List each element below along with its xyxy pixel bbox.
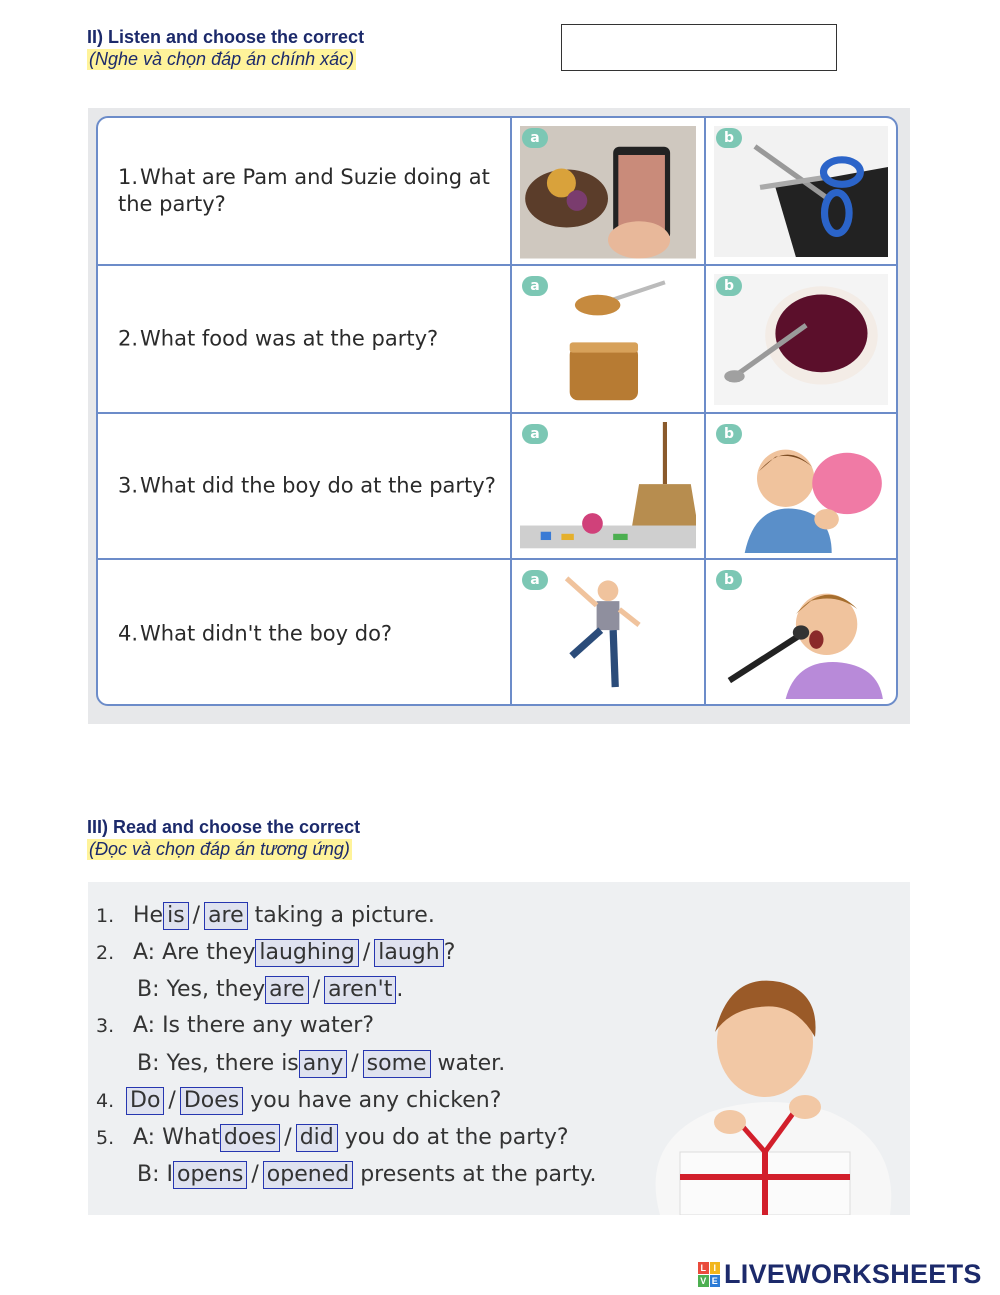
section-2-title: II) Listen and choose the correct bbox=[87, 27, 365, 47]
question-text: What didn't the boy do? bbox=[140, 621, 393, 646]
sentence-number: 2. bbox=[96, 942, 115, 964]
liveworksheets-logo bbox=[698, 1258, 982, 1290]
question-row-1 bbox=[98, 118, 896, 264]
option-badge-a: a bbox=[522, 570, 548, 590]
option-2b[interactable] bbox=[706, 266, 896, 412]
slash-separator: / bbox=[251, 1162, 259, 1187]
slash-separator: / bbox=[312, 977, 321, 1002]
sentence-text: B: Yes, they bbox=[137, 977, 266, 1002]
peanut-butter-image bbox=[520, 274, 696, 407]
question-text: What are Pam and Suzie doing at the party? bbox=[118, 165, 490, 216]
sentence-text: B: Yes, there is bbox=[137, 1051, 299, 1076]
question-number: 2. bbox=[118, 326, 139, 351]
question-text: What did the boy do at the party? bbox=[140, 473, 496, 498]
boy-balloon-image bbox=[714, 422, 888, 553]
choice-option[interactable]: some bbox=[363, 1050, 431, 1078]
option-badge-b: b bbox=[716, 570, 742, 590]
sentence-5b bbox=[96, 1161, 596, 1189]
choice-option[interactable]: opens bbox=[173, 1161, 247, 1189]
listening-table bbox=[96, 116, 898, 706]
question-number: 4. bbox=[118, 621, 139, 646]
slash-separator: / bbox=[284, 1125, 292, 1150]
logo-mark-icon: L I V E bbox=[698, 1262, 720, 1286]
sentence-2b bbox=[96, 976, 403, 1004]
choice-option[interactable]: did bbox=[296, 1124, 338, 1152]
sentence-number: 4. bbox=[96, 1090, 115, 1112]
question-number: 1. bbox=[118, 165, 139, 189]
choice-option[interactable]: are bbox=[204, 902, 248, 930]
section-3-subtitle: (Đọc và chọn đáp án tương ứng) bbox=[89, 839, 350, 859]
question-cell bbox=[98, 414, 512, 558]
slash-separator: / bbox=[351, 1051, 359, 1076]
section-3-title: III) Read and choose the correct bbox=[87, 817, 361, 837]
logo-text: LIVEWORKSHEETS bbox=[724, 1258, 982, 1289]
section-2-subtitle: (Nghe và chọn đáp án chính xác) bbox=[89, 49, 355, 69]
sentence-1 bbox=[96, 902, 435, 930]
sentence-3a bbox=[96, 1013, 374, 1038]
slash-separator: / bbox=[362, 940, 371, 965]
choice-option[interactable]: laugh bbox=[374, 939, 443, 967]
sentence-3b bbox=[96, 1050, 505, 1078]
option-2a[interactable] bbox=[512, 266, 706, 412]
sentence-text: A: Are they bbox=[133, 940, 256, 965]
sentence-number: 1. bbox=[96, 905, 115, 927]
option-1b[interactable] bbox=[706, 118, 896, 264]
option-4b[interactable] bbox=[706, 560, 896, 706]
question-number: 3. bbox=[118, 473, 139, 498]
sentence-text: He bbox=[133, 903, 164, 928]
reading-exercise bbox=[88, 882, 910, 1215]
question-row-4 bbox=[98, 558, 896, 706]
slash-separator: / bbox=[168, 1088, 176, 1113]
sentence-text: A: What bbox=[133, 1125, 220, 1150]
sentence-text: B: I bbox=[137, 1162, 173, 1187]
listening-table-container bbox=[88, 108, 910, 724]
choice-option[interactable]: any bbox=[299, 1050, 347, 1078]
phone-photo-image bbox=[520, 126, 696, 259]
scissors-image bbox=[714, 126, 888, 257]
boy-jumping-image bbox=[520, 568, 696, 701]
sentence-5a bbox=[96, 1124, 569, 1152]
sentence-text: . bbox=[396, 977, 404, 1002]
option-badge-b: b bbox=[716, 424, 742, 444]
broom-image bbox=[520, 422, 696, 555]
boy-singing-image bbox=[714, 568, 888, 699]
sentence-text: you do at the party? bbox=[344, 1125, 569, 1150]
answer-input-box[interactable] bbox=[561, 24, 837, 71]
sentence-number: 5. bbox=[96, 1127, 115, 1149]
option-3a[interactable] bbox=[512, 414, 706, 558]
question-text: What food was at the party? bbox=[140, 326, 439, 351]
choice-option[interactable]: does bbox=[220, 1124, 280, 1152]
question-row-3 bbox=[98, 412, 896, 558]
choice-option[interactable]: opened bbox=[263, 1161, 353, 1189]
option-1a[interactable] bbox=[512, 118, 706, 264]
choice-option[interactable]: is bbox=[163, 902, 189, 930]
option-badge-a: a bbox=[522, 128, 548, 148]
question-cell bbox=[98, 118, 512, 264]
question-cell bbox=[98, 560, 512, 706]
jam-image bbox=[714, 274, 888, 405]
choice-option[interactable]: aren't bbox=[324, 976, 396, 1004]
option-4a[interactable] bbox=[512, 560, 706, 706]
choice-option[interactable]: laughing bbox=[255, 939, 358, 967]
sentence-4 bbox=[96, 1087, 501, 1115]
question-row-2 bbox=[98, 264, 896, 412]
choice-option[interactable]: Does bbox=[180, 1087, 243, 1115]
option-badge-b: b bbox=[716, 128, 742, 148]
choice-option[interactable]: Do bbox=[126, 1087, 164, 1115]
sentence-text: you have any chicken? bbox=[250, 1088, 502, 1113]
sentence-text: water. bbox=[437, 1051, 506, 1076]
sentence-text: A: Is there any water? bbox=[133, 1013, 375, 1038]
option-3b[interactable] bbox=[706, 414, 896, 558]
option-badge-a: a bbox=[522, 424, 548, 444]
sentence-number: 3. bbox=[96, 1015, 115, 1037]
option-badge-a: a bbox=[522, 276, 548, 296]
sentence-text: taking a picture. bbox=[254, 903, 435, 928]
option-badge-b: b bbox=[716, 276, 742, 296]
sentence-text: ? bbox=[443, 940, 456, 965]
sentence-text: presents at the party. bbox=[360, 1162, 597, 1187]
choice-option[interactable]: are bbox=[265, 976, 309, 1004]
question-cell bbox=[98, 266, 512, 412]
sentence-2a bbox=[96, 939, 455, 967]
boy-opening-present-image bbox=[620, 962, 910, 1215]
slash-separator: / bbox=[192, 903, 201, 928]
